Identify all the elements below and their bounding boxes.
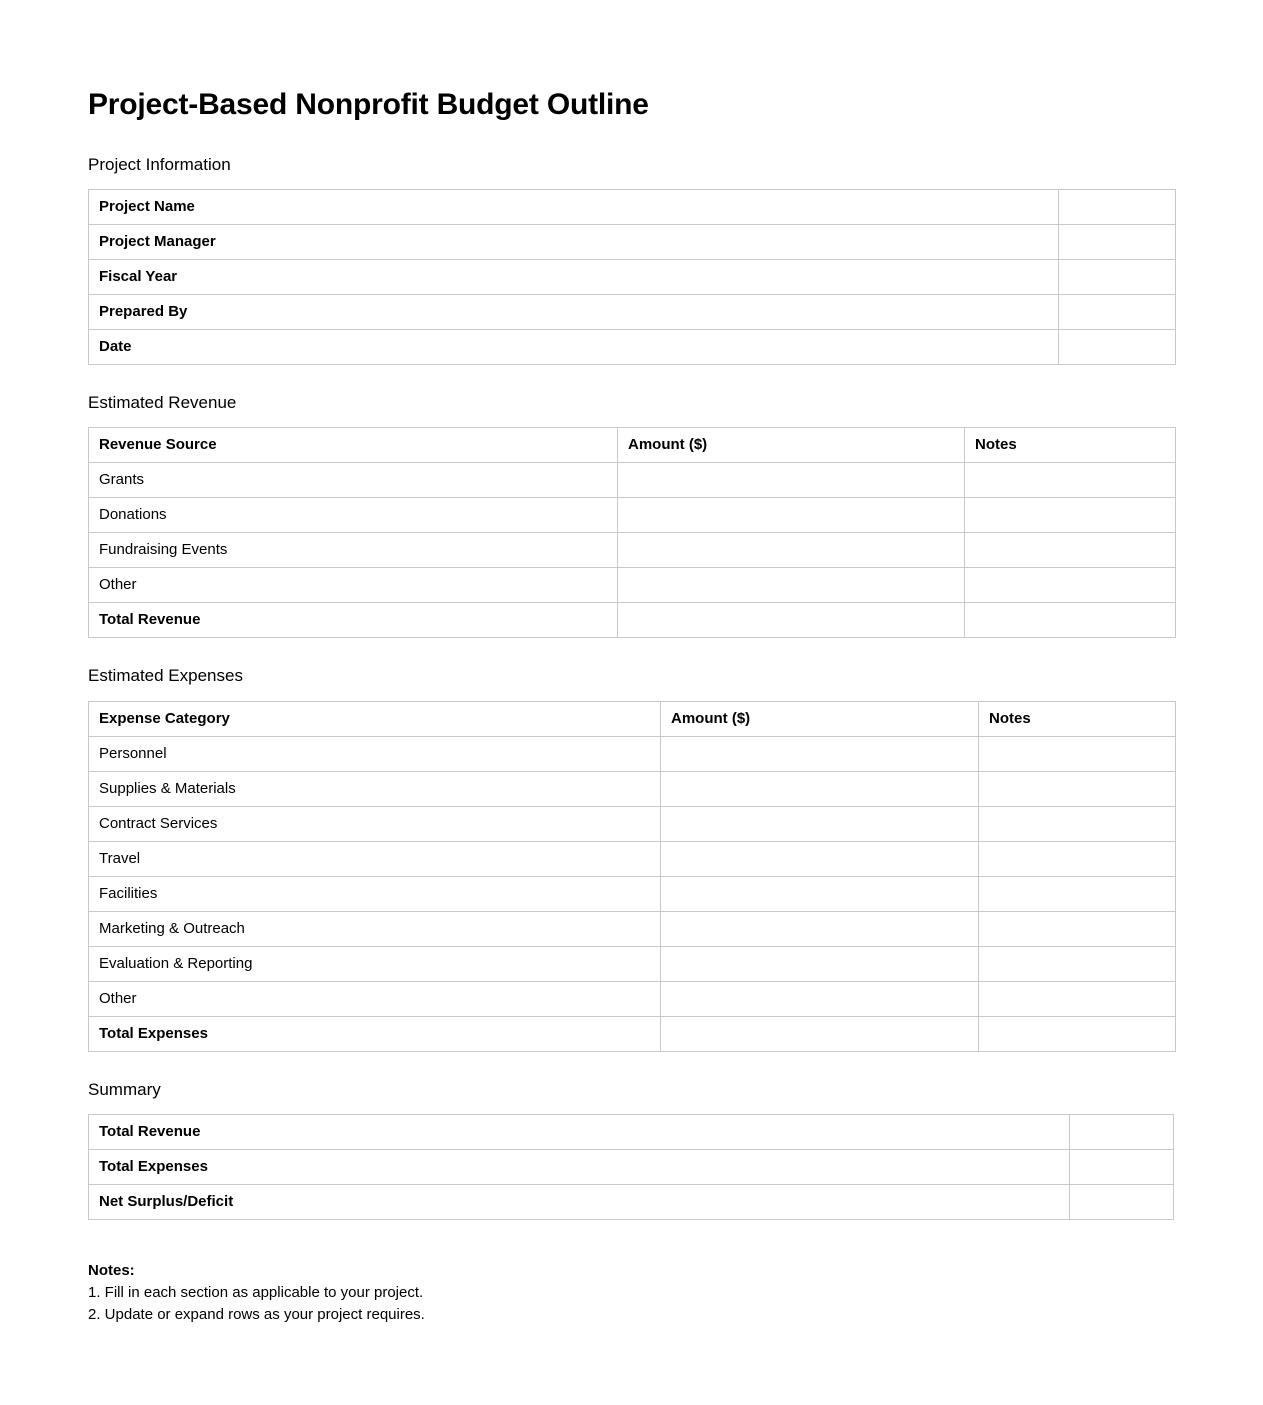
summary-label-net-surplus-deficit: Net Surplus/Deficit — [89, 1185, 1070, 1220]
expense-amount-cell[interactable] — [661, 876, 979, 911]
expense-category-label: Personnel — [89, 736, 661, 771]
table-row — [89, 771, 1176, 806]
expense-category-label: Marketing & Outreach — [89, 911, 661, 946]
revenue-amount-cell[interactable] — [618, 533, 965, 568]
expense-amount-cell[interactable] — [661, 806, 979, 841]
field-label: Project Manager — [89, 224, 1059, 259]
table-row — [89, 981, 1176, 1016]
table-header-row — [89, 428, 1176, 463]
revenue-source-label: Other — [89, 568, 618, 603]
table-row — [89, 1115, 1174, 1150]
expense-category-label: Evaluation & Reporting — [89, 946, 661, 981]
table-row — [89, 841, 1176, 876]
expense-category-label: Travel — [89, 841, 661, 876]
expense-notes-cell[interactable] — [979, 736, 1176, 771]
summary-value-total-revenue[interactable] — [1070, 1115, 1174, 1150]
table-row — [89, 533, 1176, 568]
revenue-source-label: Fundraising Events — [89, 533, 618, 568]
expense-notes-cell[interactable] — [979, 771, 1176, 806]
revenue-notes-cell[interactable] — [965, 533, 1176, 568]
field-label: Prepared By — [89, 294, 1059, 329]
revenue-amount-cell[interactable] — [618, 568, 965, 603]
table-total-row — [89, 603, 1176, 638]
note-item-1: 1. Fill in each section as applicable to your project. — [88, 1284, 424, 1302]
notes-block — [88, 1260, 1175, 1324]
table-row — [89, 1150, 1174, 1185]
table-row — [89, 736, 1176, 771]
expense-notes-cell[interactable] — [979, 946, 1176, 981]
section-label-project-information: Project Information — [88, 154, 231, 174]
field-label: Fiscal Year — [89, 259, 1059, 294]
section-label-summary: Summary — [88, 1079, 161, 1099]
document-content — [88, 0, 1175, 1324]
column-header-expense-category: Expense Category — [89, 701, 661, 736]
field-value[interactable] — [1059, 224, 1176, 259]
field-value[interactable] — [1059, 259, 1176, 294]
project-information-table — [88, 189, 1176, 365]
table-row — [89, 329, 1176, 364]
table-row — [89, 1185, 1174, 1220]
expense-notes-cell[interactable] — [979, 876, 1176, 911]
expense-notes-cell[interactable] — [979, 806, 1176, 841]
expense-category-label: Supplies & Materials — [89, 771, 661, 806]
notes-title: Notes: — [88, 1262, 135, 1280]
revenue-notes-cell[interactable] — [965, 568, 1176, 603]
table-row — [89, 224, 1176, 259]
expense-notes-cell[interactable] — [979, 911, 1176, 946]
column-header-amount: Amount ($) — [661, 701, 979, 736]
summary-label-total-revenue: Total Revenue — [89, 1115, 1070, 1150]
note-item-2: 2. Update or expand rows as your project requires. — [88, 1306, 425, 1324]
field-value[interactable] — [1059, 329, 1176, 364]
expense-amount-cell[interactable] — [661, 981, 979, 1016]
total-revenue-amount-cell[interactable] — [618, 603, 965, 638]
expense-amount-cell[interactable] — [661, 841, 979, 876]
table-row — [89, 498, 1176, 533]
column-header-notes: Notes — [979, 701, 1176, 736]
column-header-amount: Amount ($) — [618, 428, 965, 463]
summary-table — [88, 1114, 1174, 1220]
total-expenses-amount-cell[interactable] — [661, 1016, 979, 1051]
table-row — [89, 294, 1176, 329]
expense-notes-cell[interactable] — [979, 841, 1176, 876]
revenue-source-label: Donations — [89, 498, 618, 533]
total-expenses-notes-cell[interactable] — [979, 1016, 1176, 1051]
revenue-amount-cell[interactable] — [618, 498, 965, 533]
total-revenue-notes-cell[interactable] — [965, 603, 1176, 638]
table-row — [89, 806, 1176, 841]
section-label-estimated-revenue: Estimated Revenue — [88, 392, 237, 412]
field-label: Date — [89, 329, 1059, 364]
table-row — [89, 946, 1176, 981]
summary-value-total-expenses[interactable] — [1070, 1150, 1174, 1185]
expense-category-label: Other — [89, 981, 661, 1016]
table-row — [89, 259, 1176, 294]
table-row — [89, 876, 1176, 911]
field-label: Project Name — [89, 189, 1059, 224]
total-expenses-label: Total Expenses — [89, 1016, 661, 1051]
revenue-notes-cell[interactable] — [965, 498, 1176, 533]
expense-amount-cell[interactable] — [661, 911, 979, 946]
revenue-amount-cell[interactable] — [618, 463, 965, 498]
revenue-source-label: Grants — [89, 463, 618, 498]
estimated-expenses-table — [88, 701, 1176, 1052]
expense-amount-cell[interactable] — [661, 946, 979, 981]
table-row — [89, 568, 1176, 603]
table-total-row — [89, 1016, 1176, 1051]
summary-label-total-expenses: Total Expenses — [89, 1150, 1070, 1185]
expense-amount-cell[interactable] — [661, 771, 979, 806]
table-row — [89, 189, 1176, 224]
page-title: Project-Based Nonprofit Budget Outline — [88, 88, 649, 121]
field-value[interactable] — [1059, 189, 1176, 224]
expense-category-label: Contract Services — [89, 806, 661, 841]
table-row — [89, 463, 1176, 498]
expense-amount-cell[interactable] — [661, 736, 979, 771]
expense-category-label: Facilities — [89, 876, 661, 911]
summary-value-net-surplus-deficit[interactable] — [1070, 1185, 1174, 1220]
field-value[interactable] — [1059, 294, 1176, 329]
column-header-revenue-source: Revenue Source — [89, 428, 618, 463]
section-label-estimated-expenses: Estimated Expenses — [88, 666, 243, 686]
column-header-notes: Notes — [965, 428, 1176, 463]
table-row — [89, 911, 1176, 946]
table-header-row — [89, 701, 1176, 736]
revenue-notes-cell[interactable] — [965, 463, 1176, 498]
total-revenue-label: Total Revenue — [89, 603, 618, 638]
expense-notes-cell[interactable] — [979, 981, 1176, 1016]
estimated-revenue-table — [88, 427, 1176, 638]
